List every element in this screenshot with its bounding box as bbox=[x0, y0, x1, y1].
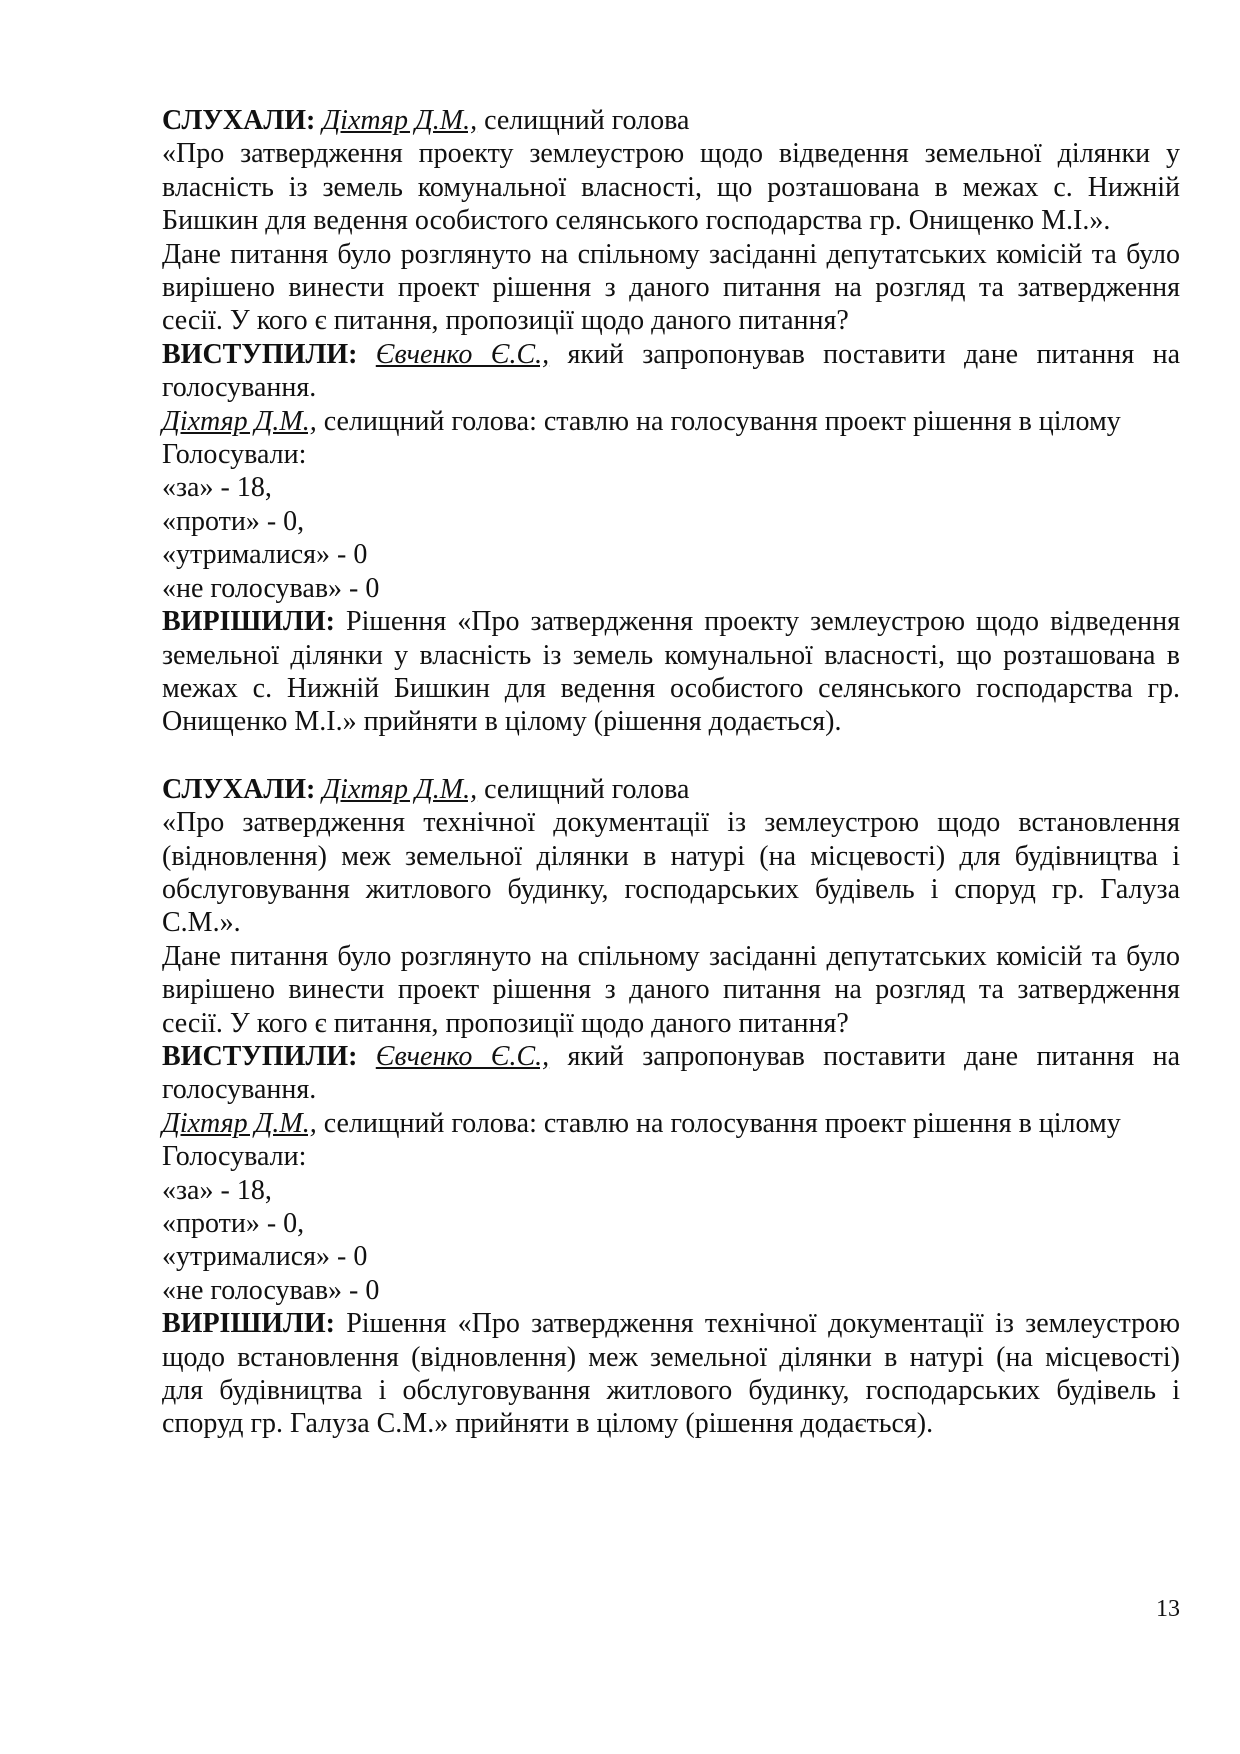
agenda-item-1 bbox=[162, 104, 1180, 739]
speaker-role: селищний голова bbox=[477, 773, 690, 805]
vote-against: «проти» - 0, bbox=[162, 1208, 305, 1239]
decided-line bbox=[162, 1307, 1180, 1441]
document-page bbox=[162, 104, 1180, 1441]
heard-line bbox=[162, 773, 1180, 806]
vote-for: «за» - 18, bbox=[162, 472, 272, 504]
topic-text: «Про затвердження технічної документації із землеустрою щодо встановлення (відновлення) меж земельної ділянки в натурі (на місцевості) для будівництва і обслуговування житлового будинку, господарських будівель і споруд гр. Галуза С.М.». bbox=[162, 807, 1180, 939]
spoke-text: який запропонував поставити дане питання на голосування. bbox=[162, 338, 1181, 404]
vote-none: «не голосував» - 0 bbox=[162, 1274, 380, 1306]
vote-abstain: «утрималися» - 0 bbox=[162, 539, 368, 571]
decided-text: Рішення «Про затвердження проекту землеустрою щодо відведення земельної ділянки у власність із земель комунальної власності, що розташована в межах с. Нижній Бишкин для ведення особистого селянського господарства гр. Онищенко М.І.» прийняти в цілому (рішення додається). bbox=[162, 606, 1180, 738]
voted-label: Голосували: bbox=[162, 439, 307, 471]
speaker-name: Євченко Є.С., bbox=[375, 338, 550, 370]
decided-line bbox=[162, 605, 1180, 739]
voted-label: Голосували: bbox=[162, 1141, 307, 1173]
vote-for: «за» - 18, bbox=[162, 1174, 272, 1206]
agenda-item-2 bbox=[162, 773, 1180, 1441]
speaker-name: Діхтяр Д.М., bbox=[162, 405, 317, 437]
topic-text: «Про затвердження проекту землеустрою щодо відведення земельної ділянки у власність із земель комунальної власності, що розташована в межах с. Нижній Бишкин для ведення особистого селянського господарства гр. Онищенко М.І.». bbox=[162, 138, 1180, 237]
vote-none: «не голосував» - 0 bbox=[162, 572, 380, 604]
heard-label: СЛУХАЛИ: bbox=[162, 773, 316, 805]
discussion-text: Дане питання було розглянуто на спільному засіданні депутатських комісій та було вирішено винести проект рішення з даного питання на розгляд та затвердження сесії. У кого є питання, пропозиції щодо даного питання? bbox=[162, 238, 1180, 337]
decided-text: Рішення «Про затвердження технічної документації із землеустрою щодо встановлення (відновлення) меж земельної ділянки в натурі (на місцевості) для будівництва і обслуговування житлового будинку, господарських будівель і споруд гр. Галуза С.М.» прийняти в цілому (рішення додається). bbox=[162, 1308, 1180, 1440]
speaker-name: Діхтяр Д.М., bbox=[322, 773, 478, 805]
block-spacer bbox=[162, 739, 1180, 773]
chair-text: селищний голова: ставлю на голосування проект рішення в цілому bbox=[316, 1107, 1121, 1139]
speaker-role: селищний голова bbox=[477, 105, 690, 136]
speaker-name: Діхтяр Д.М., bbox=[162, 1107, 317, 1139]
page-number: 13 bbox=[1156, 1596, 1180, 1622]
spoke-line bbox=[162, 338, 1180, 405]
heard-label: СЛУХАЛИ: bbox=[162, 105, 316, 136]
spoke-text: який запропонував поставити дане питання на голосування. bbox=[162, 1040, 1181, 1106]
speaker-name: Євченко Є.С., bbox=[375, 1040, 550, 1072]
decided-label: ВИРІШИЛИ: bbox=[162, 1308, 335, 1340]
discussion-text: Дане питання було розглянуто на спільному засіданні депутатських комісій та було вирішено винести проект рішення з даного питання на розгляд та затвердження сесії. У кого є питання, пропозиції щодо даного питання? bbox=[162, 940, 1180, 1039]
decided-label: ВИРІШИЛИ: bbox=[162, 606, 335, 638]
heard-line bbox=[162, 104, 1180, 137]
chair-line bbox=[162, 405, 1180, 438]
speaker-name: Діхтяр Д.М., bbox=[322, 105, 478, 136]
vote-against: «проти» - 0, bbox=[162, 505, 305, 537]
spoke-label: ВИСТУПИЛИ: bbox=[162, 1040, 358, 1072]
vote-abstain: «утрималися» - 0 bbox=[162, 1241, 368, 1273]
chair-line bbox=[162, 1107, 1180, 1140]
chair-text: селищний голова: ставлю на голосування проект рішення в цілому bbox=[316, 405, 1121, 437]
spoke-label: ВИСТУПИЛИ: bbox=[162, 338, 358, 370]
spoke-line bbox=[162, 1040, 1180, 1107]
